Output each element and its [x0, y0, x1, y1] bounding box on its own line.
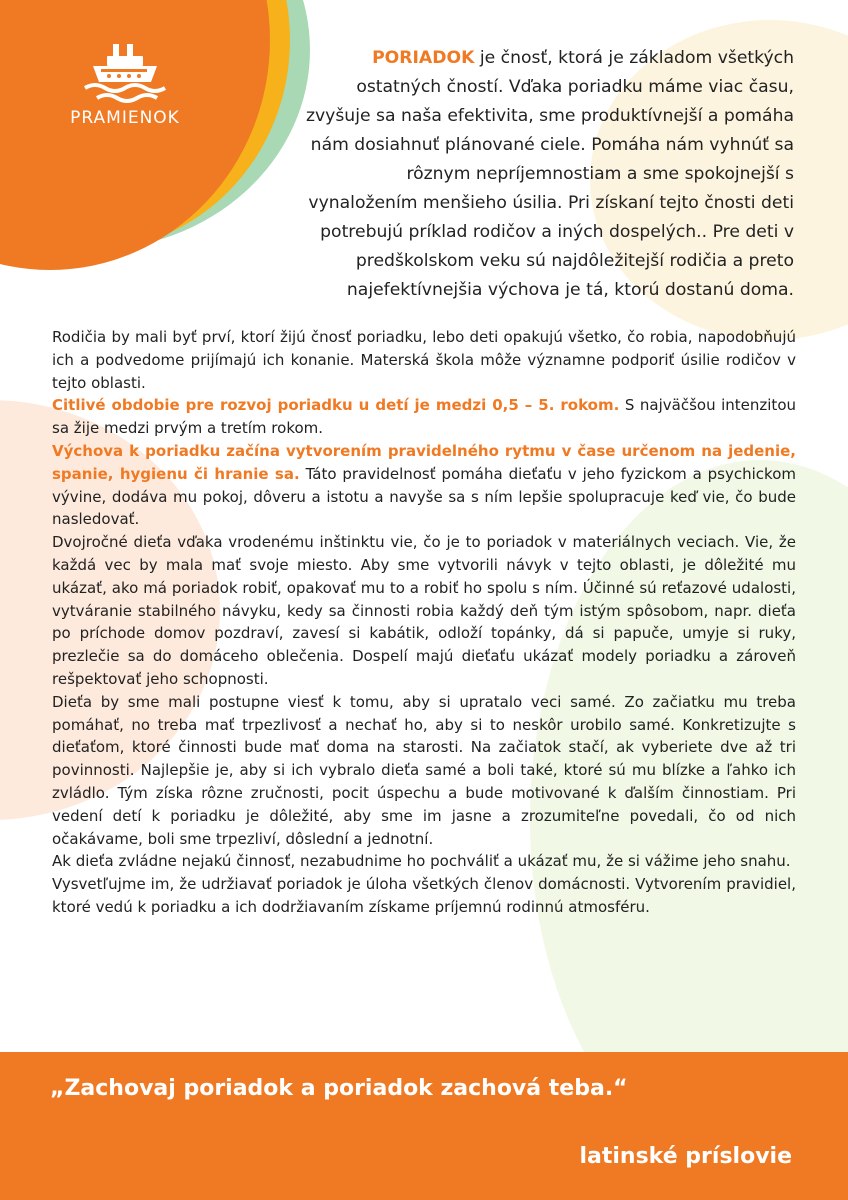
intro-highlight: PORIADOK — [372, 48, 475, 68]
paragraph-3-highlight: Výchova k poriadku začína vytvorením pravidelného rytmu v čase určenom na jedenie, spanie, hygienu či hranie sa. — [52, 441, 796, 483]
paragraph-5: Dieťa by sme mali postupne viesť k tomu, aby si upratalo veci samé. Zo začiatku mu treba pomáhať, no treba mať trpezlivosť a nechať ho, aby si to neskôr urobilo samé. Konkretizujte s dieťaťom, ktoré činnosti bude mať doma na starosti. Na začiatok stačí, ak vyberiete dve až tri povinnosti. Najlepšie je, aby si ich vybralo dieťa samé a boli také, ktoré sú mu blízke a ľahko ich zvládlo. Tým získa rôzne zručnosti, pocit úspechu a bude motivované k ďalším činnostiam. Pri vedení detí k poriadku je dôležité, aby sme im jasne a zrozumiteľne povedali, čo od nich očakávame, boli sme trpezliví, dôslední a jednotní. — [52, 692, 796, 848]
intro-paragraph — [300, 44, 794, 305]
intro-text: je čnosť, ktorá je základom všetkých ostatných čností. Vďaka poriadku máme viac času, zvyšuje sa naša efektivita, sme produktívnejší a pomáha nám dosiahnuť plánované ciele. Pomáha nám vyhnúť sa rôznym nepríjemnostiam a sme spokojnejší s vynaložením menšieho úsilia. Pri získaní tejto čnosti deti potrebujú príklad rodičov a iných dospelých.. Pre deti v predškolskom veku sú najdôležitejší rodičia a preto najefektívnejšia výchova je tá, ktorú dostanú doma. — [305, 48, 794, 300]
paragraph-1: Rodičia by mali byť prví, ktorí žijú čnosť poriadku, lebo deti opakujú všetko, čo robia, napodobňujú ich a podvedome prijímajú ich konanie. Materská škola môže významne podporiť úsilie rodičov v tejto oblasti. — [52, 328, 796, 392]
footer-banner — [0, 1052, 848, 1200]
footer-quote: „Zachovaj poriadok a poriadok zachová teba.“ — [50, 1076, 628, 1101]
paragraph-2-text: S najväčšou intenzitou sa žije medzi prvým a tretím rokom. — [52, 396, 797, 438]
paragraph-2 — [52, 394, 796, 440]
decor-circle-orange — [0, 0, 270, 270]
body-text — [52, 326, 796, 919]
paragraph-2-highlight: Citlivé obdobie pre rozvoj poriadku u detí je medzi 0,5 – 5. rokom. — [52, 396, 620, 415]
logo — [60, 42, 190, 128]
paragraph-3-text: Táto pravidelnosť pomáha dieťaťu v jeho fyzickom a psychickom vývine, dodáva mu pokoj, dôveru a istotu a navyše sa s ním lepšie spolupracuje keď vie, čo bude nasledovať. — [52, 464, 796, 529]
paragraph-7: Vysvetľujme im, že udržiavať poriadok je úloha všetkých členov domácnosti. Vytvorením pravidiel, ktoré vedú k poriadku a ich dodržiavaním získame príjemnú rodinnú atmosféru. — [52, 875, 796, 916]
logo-name: PRAMIENOK — [70, 108, 180, 128]
ship-icon — [79, 42, 171, 104]
footer-source: latinské príslovie — [579, 1144, 792, 1169]
paragraph-3 — [52, 440, 796, 531]
paragraph-6: Ak dieťa zvládne nejakú činnosť, nezabudnime ho pochváliť a ukázať mu, že si vážime jeho snahu. — [52, 852, 791, 871]
paragraph-4: Dvojročné dieťa vďaka vrodenému inštinktu vie, čo je to poriadok v materiálnych veciach. Vie, že každá vec by mala mať svoje miesto. Aby sme vytvorili návyk v tejto oblasti, je dôležité mu ukázať, ako má poriadok robiť, opakovať mu to a robiť ho spolu s ním. Účinné sú reťazové udalosti, vytváranie stabilného návyku, kedy sa činnosti robia každý deň tým istým spôsobom, napr. dieťa po príchode domov pozdraví, zavesí si kabátik, odloží topánky, dá si papuče, umyje si ruky, prezlečie sa do domáceho oblečenia. Dospelí majú dieťaťu ukázať modely poriadku a zároveň rešpektovať jeho schopnosti. — [52, 533, 796, 688]
